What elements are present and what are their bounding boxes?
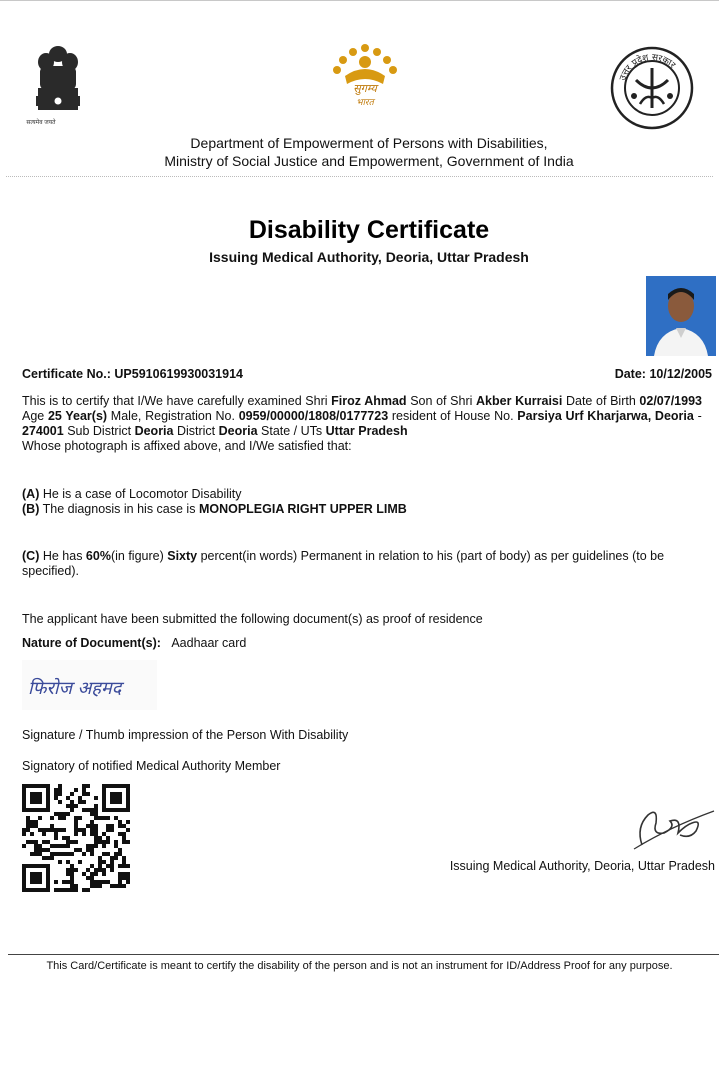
- finding-text: The diagnosis in his case is: [39, 502, 199, 516]
- svg-text:सुगम्य: सुगम्य: [353, 82, 377, 95]
- certificate-number: UP5910619930031914: [114, 367, 243, 381]
- sub-district: Deoria: [134, 424, 174, 438]
- body-text: This is to certify that I/We have carefully examined Shri: [22, 394, 332, 408]
- certificate-meta-row: [22, 367, 712, 381]
- disability-percent-words: Sixty: [167, 549, 198, 563]
- up-state-seal-icon: [610, 46, 694, 130]
- department-line-2: Ministry of Social Justice and Empowerment, Government of India: [164, 153, 574, 169]
- body-text: Whose photograph is affixed above, and I/We satisfied that:: [22, 439, 352, 453]
- finding-text: percent(in words) Permanent in relation to his (part of body) as per guidelines (to be specified).: [22, 549, 665, 578]
- disability-percent: 60%: [85, 549, 111, 563]
- header-divider: [6, 176, 713, 177]
- district: Deoria: [218, 424, 258, 438]
- date-of-birth: 02/07/1993: [639, 394, 702, 408]
- house-address: Parsiya Urf Kharjarwa, Deoria: [517, 409, 694, 423]
- nature-value: Aadhaar card: [171, 636, 247, 650]
- certification-paragraph: [22, 394, 702, 454]
- department-heading: [0, 134, 719, 170]
- finding-text: He is a case of Locomotor Disability: [39, 487, 242, 501]
- certificate-date: [615, 367, 712, 381]
- finding-b: [22, 502, 407, 517]
- father-name: Akber Kurraisi: [476, 394, 563, 408]
- national-emblem-icon: [26, 42, 90, 128]
- body-text: Sub District: [63, 424, 135, 438]
- body-text: District: [173, 424, 219, 438]
- date-value: 10/12/2005: [649, 367, 712, 381]
- diagnosis: MONOPLEGIA RIGHT UPPER LIMB: [198, 502, 407, 516]
- finding-c: [22, 549, 702, 579]
- applicant-photo: [646, 276, 716, 356]
- pin-code: 274001: [22, 424, 64, 438]
- age: 25 Year(s): [47, 409, 108, 423]
- finding-a: [22, 487, 242, 502]
- nature-of-documents: [22, 636, 246, 651]
- body-text: resident of House No.: [388, 409, 518, 423]
- footer-note: This Card/Certificate is meant to certify the disability of the person and is not an instrument for ID/Address Proof for any purpose.: [46, 960, 673, 972]
- finding-text: (in figure): [110, 549, 168, 563]
- authority-label: Issuing Medical Authority, Deoria, Uttar Pradesh: [449, 859, 715, 873]
- finding-label: (B): [22, 502, 40, 516]
- svg-text:उत्तर प्रदेश सरकार: उत्तर प्रदेश सरकार: [618, 52, 677, 83]
- body-text: Date of Birth: [562, 394, 640, 408]
- certificate-subtitle: Issuing Medical Authority, Deoria, Uttar Pradesh: [209, 249, 529, 265]
- svg-text:भारत: भारत: [356, 98, 374, 108]
- certificate-title: Disability Certificate: [248, 216, 490, 244]
- qr-code: [22, 784, 130, 892]
- authority-signature: [630, 797, 718, 857]
- documents-intro: The applicant have been submitted the following document(s) as proof of residence: [22, 612, 483, 626]
- top-border: [0, 0, 719, 1]
- body-text: -: [693, 409, 702, 423]
- state: Uttar Pradesh: [325, 424, 408, 438]
- body-text: State / UTs: [257, 424, 326, 438]
- date-label: Date:: [614, 367, 646, 381]
- body-text: Age: [22, 409, 48, 423]
- signatory-label: Signatory of notified Medical Authority Member: [22, 759, 281, 773]
- finding-label: (A): [22, 487, 40, 501]
- nature-label: Nature of Document(s):: [22, 636, 161, 650]
- emblem-caption: सत्यमेव जयते: [26, 120, 56, 126]
- footer-divider: [8, 954, 719, 955]
- svg-text:फिरोज अहमद: फिरोज अहमद: [28, 678, 122, 699]
- department-line-1: Department of Empowerment of Persons with Disabilities,: [190, 135, 548, 151]
- person-signature-label: Signature / Thumb impression of the Person With Disability: [22, 728, 349, 742]
- body-text: Male, Registration No.: [107, 409, 239, 423]
- finding-label: (C): [22, 549, 40, 563]
- sugamya-bharat-logo: [325, 40, 405, 112]
- applicant-name: Firoz Ahmad: [331, 394, 407, 408]
- body-text: Son of Shri: [406, 394, 477, 408]
- certificate-number-label: Certificate No.:: [22, 367, 111, 381]
- applicant-handwritten-signature: [22, 660, 157, 710]
- finding-text: He has: [39, 549, 86, 563]
- registration-number: 0959/00000/1808/0177723: [238, 409, 389, 423]
